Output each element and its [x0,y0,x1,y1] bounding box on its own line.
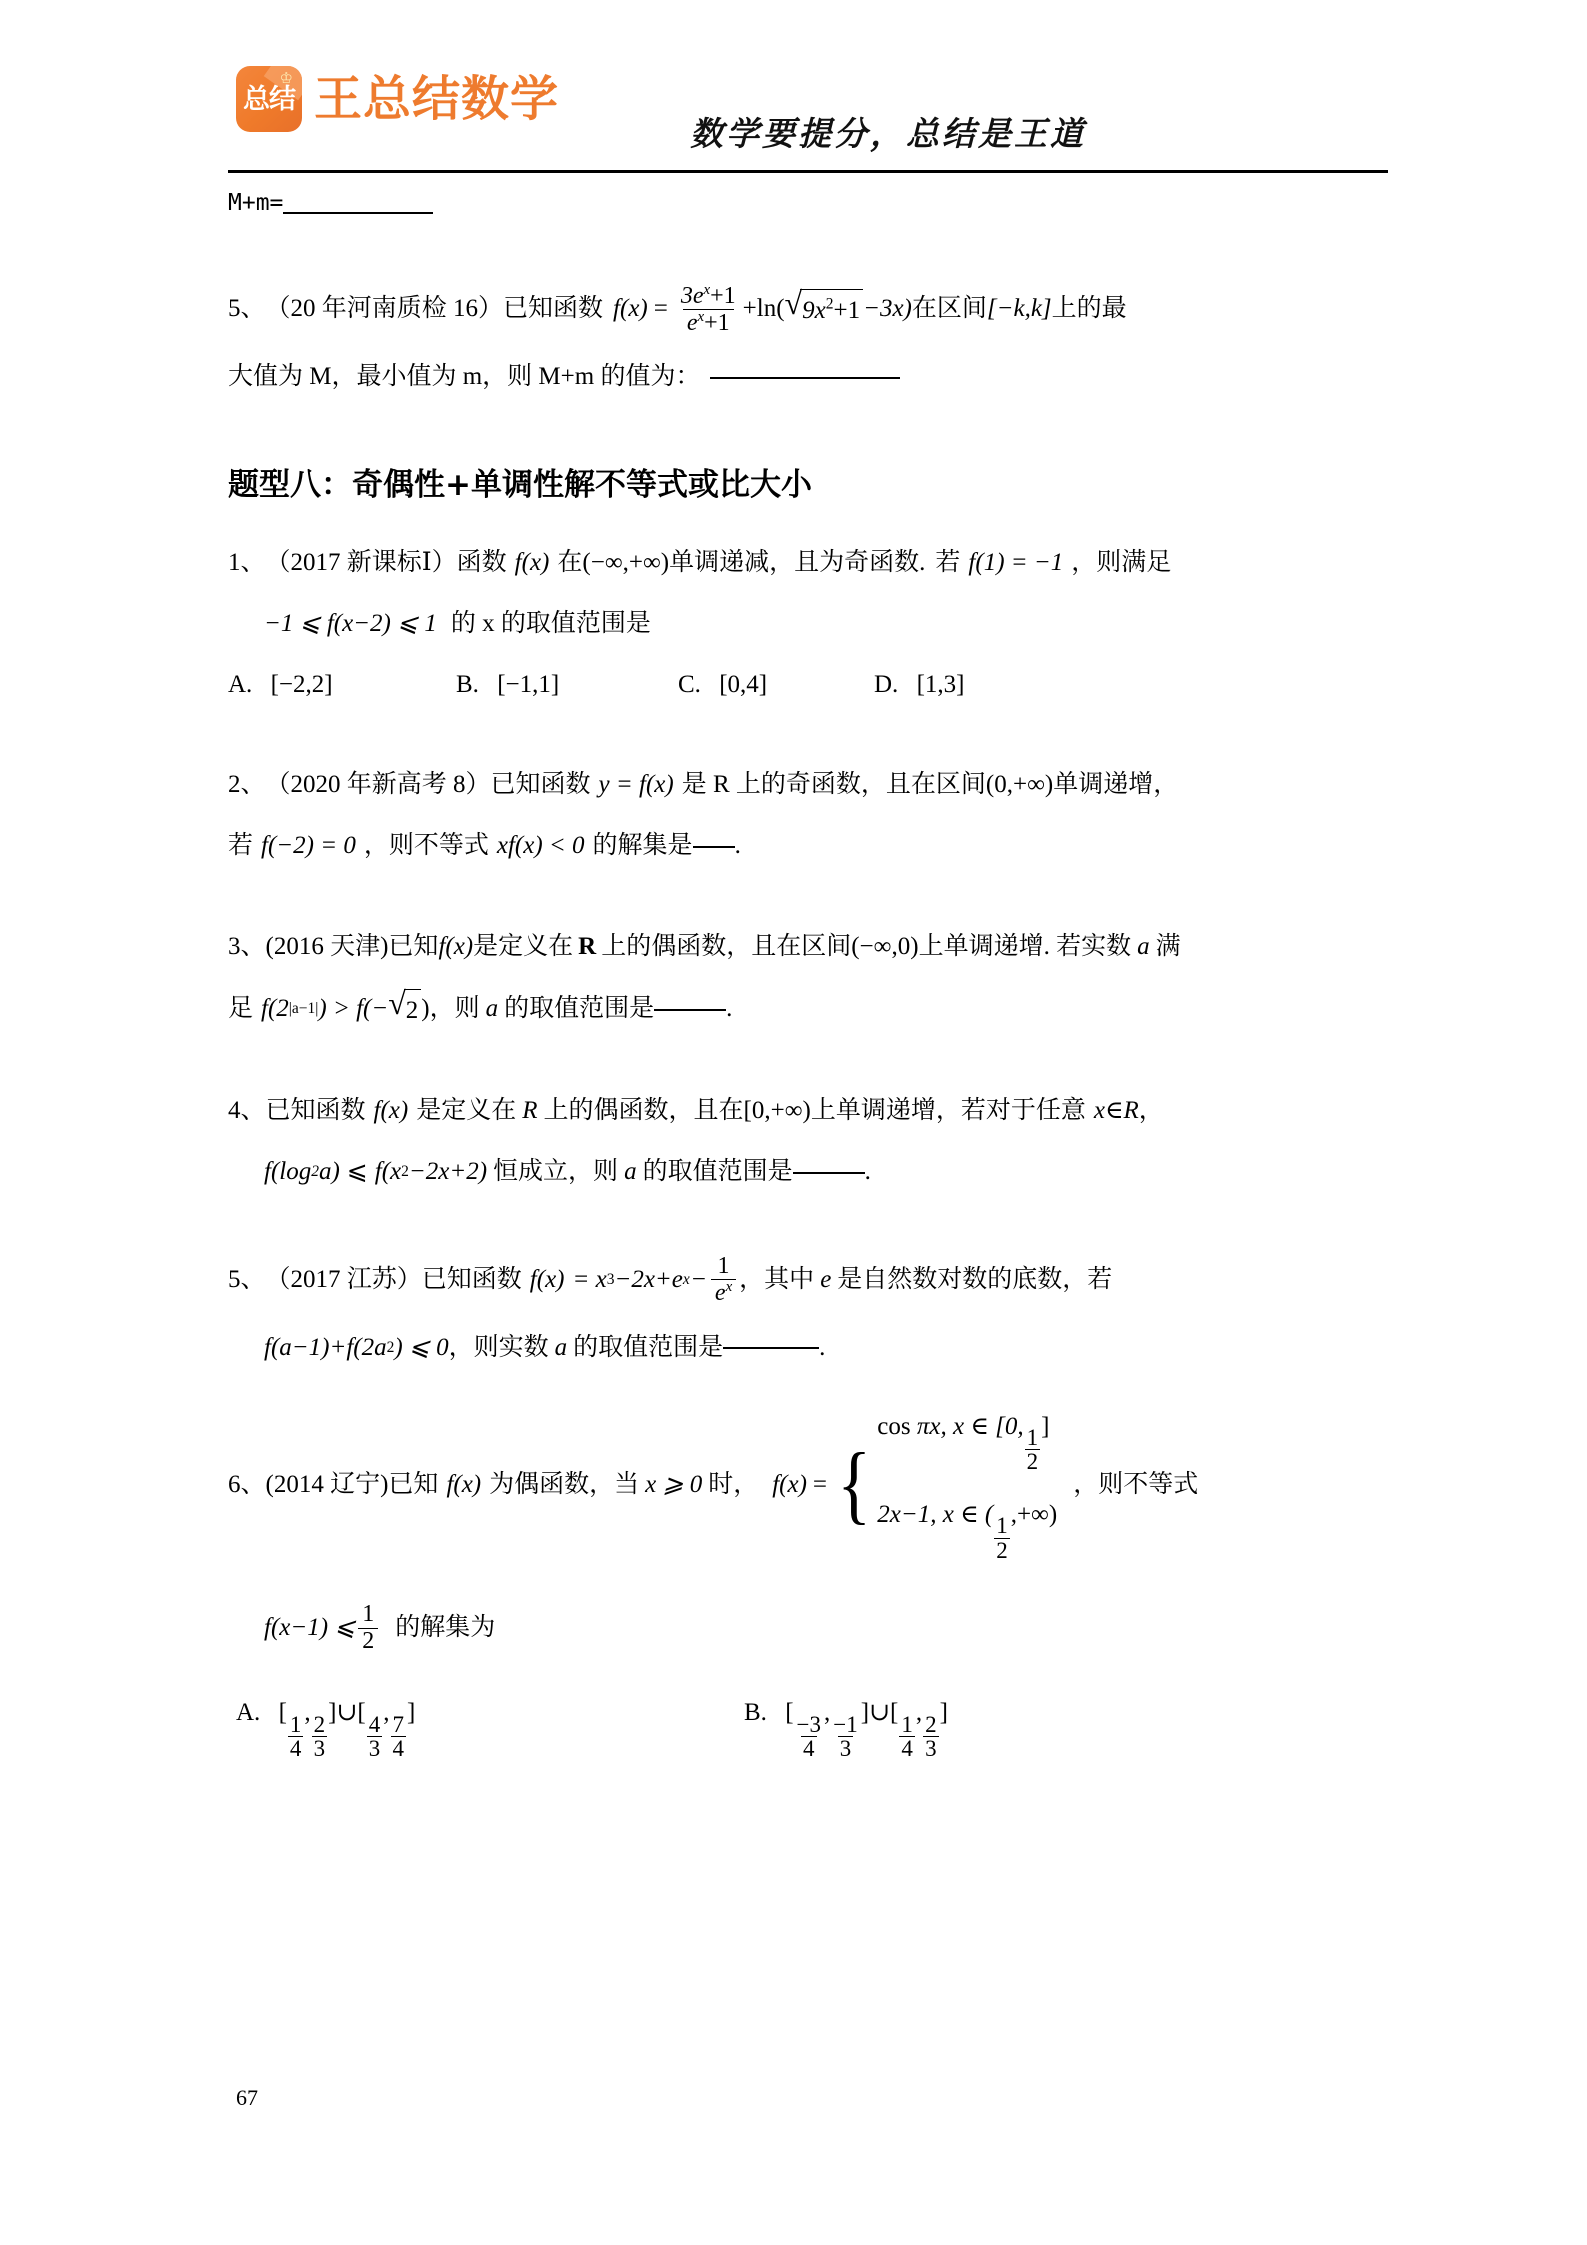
option-value: [−1,1] [497,670,560,698]
problem-5-top-fraction [677,283,740,337]
problem-3-exponent: |a−1| [288,1000,319,1018]
carryover-line [228,186,1388,221]
option-fraction: $\frac{7}{4}$ [392,1711,404,1762]
problem-4-set-r: R [522,1097,538,1125]
piece2-domain-close: ,+∞) [1010,1500,1058,1528]
header-tagline: 数学要提分，总结是王道 [690,114,1086,153]
brand-logo [236,66,559,132]
problem-1-line-2 [228,605,1388,644]
problem-5-minus: − [691,1265,706,1293]
problem-6 [228,1408,1388,1761]
problem-4-condition: x∈R [1093,1097,1139,1125]
problem-5-t4: 是自然数对数的底数，若 [837,1265,1113,1293]
fraction-numerator: 1 [717,1252,730,1279]
option-fraction: $\frac{2}{3}$ [925,1711,937,1762]
option-fraction: $\frac{2}{3}$ [313,1711,326,1762]
problem-2-source: （2020 年新高考 8） [265,771,491,799]
logo-badge-text: 总结 [243,83,295,115]
problem-5-expr-left: f(a−1)+f(2a [264,1333,387,1361]
problem-5-top-line-2 [228,358,1388,397]
problem-4-t5: ， [1138,1097,1164,1125]
problem-5-fraction [711,1254,736,1307]
problem-5-line2-exponent: 2 [386,1339,395,1357]
left-brace-icon: { [837,1435,872,1533]
problem-6-fx-2: f(x) [772,1470,807,1498]
problem-3-t3: 上的偶函数，且在区间 [601,932,852,960]
piece2-expr: 2x−1, x ∈ ( [877,1500,994,1528]
problem-5-top-minus3x: −3x) [863,295,912,323]
radical-body: 2 [404,989,422,1031]
fraction-denominator: $e^x$ [711,1279,736,1306]
header-divider [228,170,1388,173]
problem-4-expr-a: a) [318,1158,340,1186]
problem-5-number: 5、 [228,1265,266,1293]
problem-6-fx: f(x) [446,1470,482,1498]
problem-6-t1: 已知 [388,1470,439,1498]
problem-5-line2-b: ，则实数 [448,1333,549,1361]
fraction-numerator: 1 [362,1601,375,1628]
problem-4-t3: 上的偶函数，且在 [543,1097,744,1125]
problem-5-source: （2017 江苏） [265,1265,422,1293]
fraction-denominator: $e^x+1$ [683,309,734,336]
problem-4-number: 4、 [228,1097,266,1125]
problem-5-top-stem: 已知函数 [503,295,604,323]
option-value: [ $\frac{-3}{4}$ , $\frac{-1}{3}$ ]∪[ $\frac{1}{4}$ , $\frac{2}{3}$ ] [785,1699,948,1762]
problem-3-expr-mid: ) > f(− [318,995,389,1023]
problem-5-fx: f(x) [529,1265,565,1293]
problem-4-expr-left: f(log [264,1158,312,1186]
crown-icon: ♔ [279,71,293,87]
problem-4-interval: [0,+∞) [743,1097,811,1125]
problem-1 [228,544,1388,704]
problem-2-t2: 是 R 上的奇函数，且在区间 [681,771,986,799]
problem-3-t5: 满 [1155,932,1181,960]
problem-6-options [228,1694,1388,1760]
problem-5-top-fx: f(x) [613,295,648,323]
problem-1-t4: 若 [935,549,961,577]
problem-2-t1: 已知函数 [490,771,591,799]
logo-wordmark: 王总结数学 [314,71,560,127]
pi-x: πx [916,1412,941,1440]
option-fraction: $\frac{1}{4}$ [289,1711,302,1762]
problem-1-fx: f(x) [514,549,550,577]
option-letter: B. [744,1699,767,1727]
problem-3-t2: 是定义在 [473,932,574,960]
problem-5-answer-blank [723,1347,819,1349]
piece1-fraction: $\frac{1}{2}$ [1026,1425,1039,1475]
problem-6-line2-tail: 的解集为 [395,1613,496,1641]
problem-4-line-1 [228,1092,1388,1131]
problem-2-line2-b: ，则不等式 [363,832,489,860]
problem-6-fraction [358,1602,378,1654]
problem-4-t4: 上单调递增，若对于任意 [810,1097,1086,1125]
problem-3-line-2 [228,984,1388,1031]
page-number: 67 [236,2085,258,2110]
problem-2-number: 2、 [228,771,266,799]
fraction-denominator: 2 [358,1628,378,1654]
problem-2-answer-blank [693,846,735,848]
page-header [228,60,1388,172]
problem-3-number: 3、 [228,932,266,960]
problem-4-variable: a [624,1158,637,1186]
problem-3-source: (2016 天津) [265,932,389,960]
problem-5-top-answer-blank [710,377,900,379]
spacer [228,221,1388,283]
problem-1-options [228,666,1388,705]
problem-1-source: （2017 新课标Ⅰ） [265,549,457,577]
problem-2-expression: y = f(x) [598,771,674,799]
problem-6-number: 6、 [228,1470,266,1498]
option-fraction: $\frac{-3}{4}$ [796,1711,821,1762]
problem-5-line2-c: 的取值范围是 [573,1333,724,1361]
problem-3-line-1 [228,928,1388,967]
problem-2-line-2 [228,827,1388,866]
problem-3-period: . [726,995,733,1023]
problem-1-inequality: −1 ⩽ f(x−2) ⩽ 1 [264,609,437,637]
problem-6-source: (2014 辽宁) [265,1470,389,1498]
problem-6-line-1 [228,1408,1388,1563]
option-fraction: $\frac{4}{3}$ [368,1711,381,1762]
problem-4-t2: 是定义在 [416,1097,517,1125]
radical-sign-icon: √ [784,284,803,321]
problem-2-condition: f(−2) = 0 [261,832,356,860]
problem-2-line2-c: 的解集是 [592,832,693,860]
problem-4-fx: f(x) [373,1097,409,1125]
piecewise-row-1 [877,1408,1057,1474]
problem-5-exponent-x: x [682,1271,690,1289]
problem-5-t2: −2x+e [614,1265,683,1293]
problem-3-interval: (−∞,0) [851,932,919,960]
piece2-fraction: $\frac{1}{2}$ [996,1513,1008,1563]
problem-4-exponent: 2 [401,1163,409,1181]
problem-4-line2-c: 的取值范围是 [642,1158,793,1186]
problem-4 [228,1092,1388,1192]
section-heading: 题型八：奇偶性+单调性解不等式或比大小 [228,467,812,504]
problem-5-top [228,283,1388,398]
problem-1-line2-tail: 的 x 的取值范围是 [450,609,651,637]
option-fraction: $\frac{-1}{3}$ [833,1711,858,1762]
problem-5-t1: 已知函数 [421,1265,522,1293]
problem-5-top-line2-text: 大值为 M，最小值为 m，则 M+m 的值为： [228,363,701,391]
piecewise-row-2 [877,1496,1057,1562]
problem-2-period: . [734,832,741,860]
option-letter: B. [456,670,479,698]
page-content [228,60,1388,1761]
option-value: [1,3] [916,670,965,698]
problem-5-top-equals: = [653,295,668,323]
carryover-label: M+m= [228,190,284,216]
problem-6-line-2 [228,1602,1388,1654]
problem-6-inequality: f(x−1) ⩽ [264,1613,356,1641]
problem-3-expr-right: ) [421,995,430,1023]
problem-1-domain: (−∞,+∞) [582,549,670,577]
problem-5-top-radical [784,284,864,331]
problem-6-equals: = [812,1470,828,1498]
problem-3 [228,928,1388,1031]
problem-1-number: 1、 [228,549,266,577]
problem-5-top-tail: 上的最 [1051,295,1127,323]
problem-5-top-number: 5、 [228,295,266,323]
problem-2-interval: (0,+∞) [985,771,1054,799]
problem-4-period: . [864,1158,871,1186]
problem-5-var-e: e [820,1265,832,1293]
problem-6-t2: 为偶函数，当 [489,1470,640,1498]
problem-4-log-base: 2 [311,1163,319,1181]
problem-1-option-b[interactable] [456,666,678,705]
problem-5-top-source: （20 年河南质检 16） [265,295,504,323]
problem-4-t1: 已知函数 [265,1097,366,1125]
problem-4-answer-blank [793,1172,865,1174]
problem-6-t3: 时， [708,1470,759,1498]
fraction-numerator: $3e^x+1$ [680,281,736,309]
problem-3-line2-b: ，则 [429,995,480,1023]
problem-5-expr-mid: ) ⩽ 0 [394,1333,449,1361]
problem-3-t1: 已知 [388,932,439,960]
problem-4-expr-right-1: f(x [374,1158,402,1186]
option-fraction: $\frac{1}{4}$ [901,1711,913,1762]
problem-3-line2-variable: a [485,995,499,1023]
option-letter: C. [678,670,701,698]
problem-3-expr-left: f(2 [261,995,289,1023]
option-value: [−2,2] [270,670,333,698]
option-value: [ $\frac{1}{4}$ , $\frac{2}{3}$ ]∪[ $\frac{4}{3}$ , $\frac{7}{4}$ ] [278,1699,416,1762]
problem-3-set-r: R [578,932,597,960]
problem-5-line-1 [228,1254,1388,1307]
problem-3-t4: 上单调递增. 若实数 [918,932,1132,960]
problem-5-eq: = x [572,1265,607,1293]
problem-4-line-2 [228,1153,1388,1192]
problem-1-t2: 在 [557,549,583,577]
radical-body: $9x^2+1$ [800,289,863,331]
problem-1-t3: 单调递减，且为奇函数. [669,549,926,577]
problem-3-answer-blank [654,1009,726,1011]
problem-1-option-d[interactable] [874,666,964,705]
problem-2-t3: 单调递增， [1053,771,1179,799]
cos-label: cos [877,1412,911,1440]
piece1-domain-open: , x ∈ [0, [940,1412,1024,1440]
problem-4-le-sign: ⩽ [346,1158,368,1186]
problem-3-line2-a: 足 [228,995,254,1023]
problem-5-variable: a [554,1333,568,1361]
problem-1-option-c[interactable] [678,666,874,705]
problem-3-radical [388,984,421,1031]
problem-5-period: . [819,1333,826,1361]
option-letter: D. [874,670,899,698]
problem-5-exponent-3: 3 [606,1271,615,1289]
radical-sign-icon: √ [388,984,406,1021]
problem-2-line-1 [228,766,1388,805]
problem-1-t5: ，则满足 [1071,549,1172,577]
problem-5-top-line-1 [228,283,1388,337]
problem-1-line-1 [228,544,1388,583]
problem-3-line2-c: 的取值范围是 [504,995,655,1023]
piece1-domain-close: ] [1041,1412,1050,1440]
piecewise-rows [877,1408,1057,1563]
answer-blank [283,212,433,214]
option-letter: A. [228,670,253,698]
problem-5-t3: ，其中 [739,1265,815,1293]
problem-6-option-b[interactable] [736,1694,948,1760]
problem-2-inequality: xf(x) < 0 [496,832,585,860]
problem-4-line2-b: 恒成立，则 [493,1158,619,1186]
problem-1-option-a[interactable] [228,666,456,705]
problem-1-condition: f(1) = −1 [968,549,1064,577]
problem-3-variable: a [1137,932,1150,960]
problem-5-top-plus-ln: +ln( [742,295,785,323]
option-value: [0,4] [719,670,768,698]
problem-4-expr-right-2: −2x+2) [408,1158,488,1186]
problem-1-t1: 函数 [456,549,507,577]
problem-5-top-interval: [−k,k] [986,295,1052,323]
problem-3-fx: f(x) [438,932,474,960]
problem-2 [228,766,1388,866]
problem-5-line-2 [228,1329,1388,1368]
problem-2-line2-a: 若 [228,832,254,860]
problem-6-piecewise [833,1408,1057,1563]
logo-badge-icon [236,66,302,132]
problem-5 [228,1254,1388,1368]
problem-6-option-a[interactable] [228,1694,736,1760]
problem-6-condition: x ⩾ 0 [645,1470,703,1498]
option-letter: A. [236,1699,261,1727]
problem-5-top-interval-text: 在区间 [911,295,987,323]
problem-6-t4: ，则不等式 [1073,1470,1199,1498]
